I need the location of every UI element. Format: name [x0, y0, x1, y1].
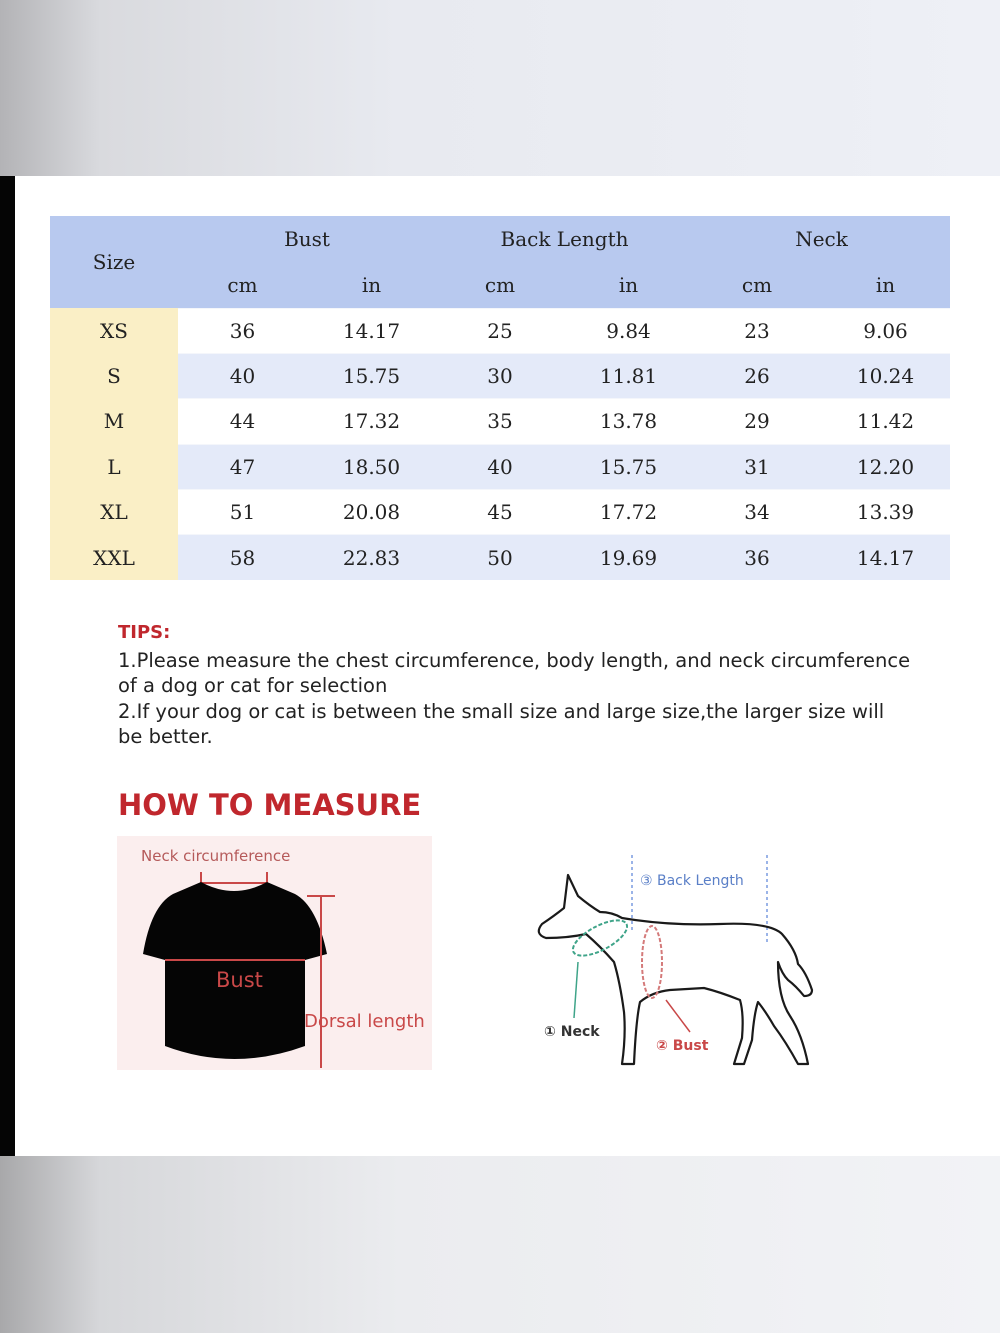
size-cell: XL — [50, 490, 178, 535]
table-cell: 9.84 — [564, 308, 693, 353]
table-cell: 58 — [178, 535, 307, 580]
table-cell: 11.42 — [821, 399, 950, 444]
table-cell: 9.06 — [821, 308, 950, 353]
tips-title: TIPS: — [118, 622, 171, 643]
tips-section — [118, 620, 918, 750]
table-cell: 44 — [178, 399, 307, 444]
table-row — [50, 444, 950, 489]
table-cell: 10.24 — [821, 353, 950, 398]
size-header: Size — [50, 216, 178, 308]
size-cell: M — [50, 399, 178, 444]
size-cell: S — [50, 353, 178, 398]
left-edge-bar — [0, 176, 15, 1156]
size-cell: XS — [50, 308, 178, 353]
dog-bust-label: ② Bust — [656, 1038, 709, 1054]
table-row — [50, 308, 950, 353]
table-cell: 14.17 — [821, 535, 950, 580]
table-cell: 13.39 — [821, 490, 950, 535]
table-cell: 22.83 — [307, 535, 436, 580]
neck-circumference-label: Neck circumference — [141, 847, 291, 865]
table-cell: 51 — [178, 490, 307, 535]
table-cell: 50 — [436, 535, 564, 580]
table-cell: 11.81 — [564, 353, 693, 398]
table-cell: 29 — [693, 399, 821, 444]
size-cell: XXL — [50, 535, 178, 580]
neck-measure-loop — [568, 913, 632, 962]
table-row — [50, 535, 950, 580]
table-cell: 40 — [436, 444, 564, 489]
table-cell: 45 — [436, 490, 564, 535]
table-cell: 23 — [693, 308, 821, 353]
table-cell: 20.08 — [307, 490, 436, 535]
table-cell: 15.75 — [307, 353, 436, 398]
table-cell: 14.17 — [307, 308, 436, 353]
unit-header: cm — [178, 262, 307, 308]
table-cell: 40 — [178, 353, 307, 398]
table-cell: 18.50 — [307, 444, 436, 489]
table-cell: 26 — [693, 353, 821, 398]
how-to-measure-title: HOW TO MEASURE — [118, 788, 422, 822]
unit-header: in — [564, 262, 693, 308]
shirt-measure-diagram — [117, 836, 437, 1070]
size-chart-table — [50, 216, 950, 580]
table-row — [50, 490, 950, 535]
dorsal-length-label: Dorsal length — [304, 1011, 425, 1032]
tip-line: be better. — [118, 725, 213, 748]
neck-group-header: Neck — [693, 216, 950, 262]
table-cell: 30 — [436, 353, 564, 398]
bust-measure-loop — [642, 926, 662, 998]
tip-line: of a dog or cat for selection — [118, 674, 388, 697]
table-row — [50, 353, 950, 398]
top-background-band — [0, 0, 1000, 176]
table-cell: 17.72 — [564, 490, 693, 535]
bust-group-header: Bust — [178, 216, 436, 262]
tip-line: 2.If your dog or cat is between the small size and large size,the larger size will — [118, 699, 885, 723]
table-cell: 15.75 — [564, 444, 693, 489]
unit-header: cm — [436, 262, 564, 308]
table-cell: 19.69 — [564, 535, 693, 580]
table-cell: 12.20 — [821, 444, 950, 489]
unit-header: cm — [693, 262, 821, 308]
tip-line: 1.Please measure the chest circumference, body length, and neck circumference — [118, 648, 911, 672]
table-row — [50, 399, 950, 444]
table-cell: 17.32 — [307, 399, 436, 444]
table-cell: 31 — [693, 444, 821, 489]
back-length-group-header: Back Length — [436, 216, 693, 262]
bottom-background-band — [0, 1156, 1000, 1333]
unit-header: in — [307, 262, 436, 308]
table-cell: 25 — [436, 308, 564, 353]
bust-label: Bust — [216, 968, 263, 992]
dog-measure-diagram — [520, 850, 830, 1075]
table-cell: 47 — [178, 444, 307, 489]
back-length-label: ③ Back Length — [640, 873, 744, 889]
table-cell: 35 — [436, 399, 564, 444]
unit-header: in — [821, 262, 950, 308]
neck-label: ① Neck — [544, 1024, 600, 1040]
table-cell: 13.78 — [564, 399, 693, 444]
size-cell: L — [50, 444, 178, 489]
table-cell: 34 — [693, 490, 821, 535]
table-cell: 36 — [178, 308, 307, 353]
table-cell: 36 — [693, 535, 821, 580]
